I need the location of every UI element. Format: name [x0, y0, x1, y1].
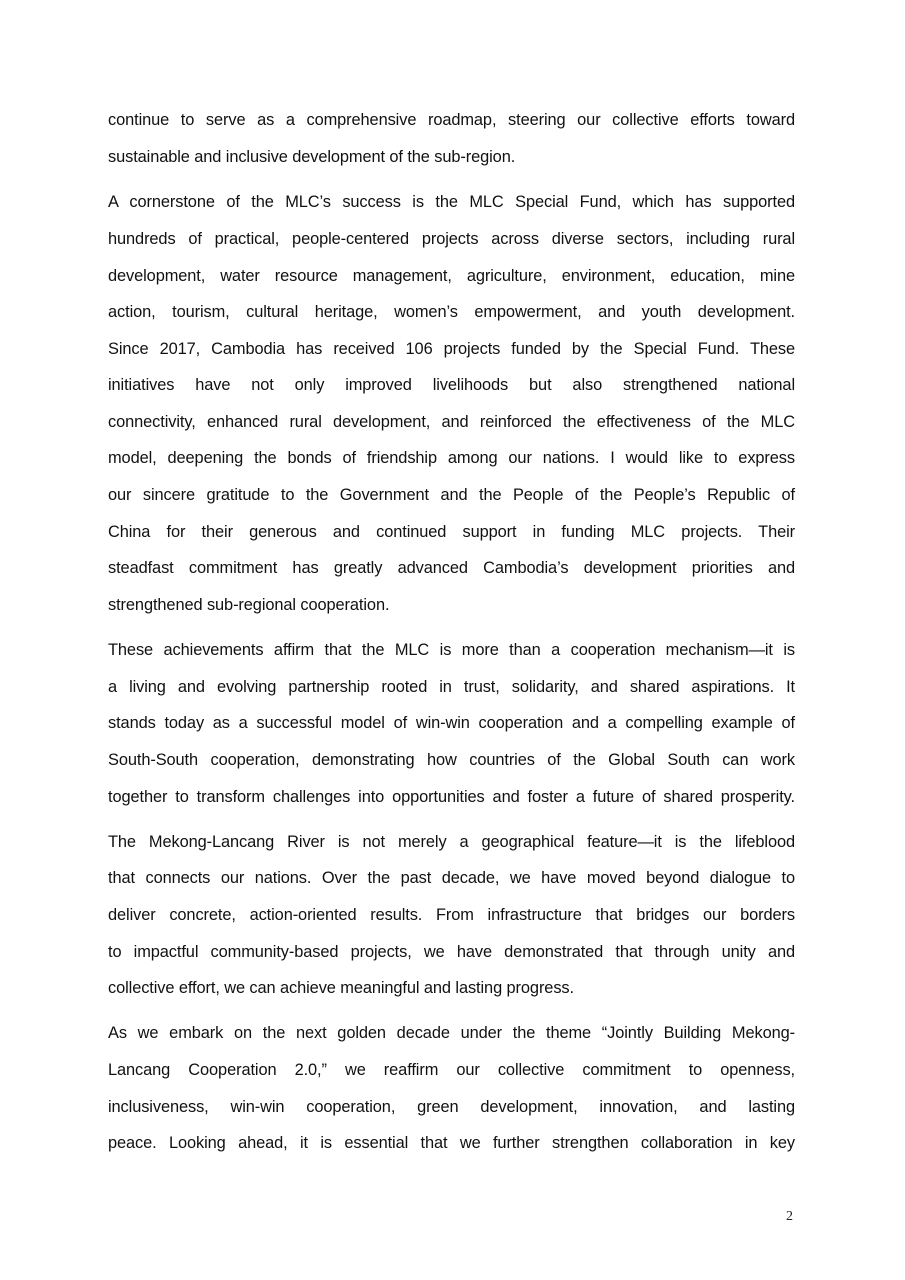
text-line: connectivity, enhanced rural development, and reinforced the effectiveness of the MLC	[108, 413, 795, 431]
text-line: initiatives have not only improved livelihoods but also strengthened national	[108, 376, 795, 394]
text-line: Lancang Cooperation 2.0,” we reaffirm our collective commitment to openness,	[108, 1061, 795, 1079]
text-line: The Mekong-Lancang River is not merely a geographical feature—it is the lifeblood	[108, 833, 795, 851]
text-line: hundreds of practical, people-centered projects across diverse sectors, including rural	[108, 230, 795, 248]
text-line: steadfast commitment has greatly advanced Cambodia’s development priorities and	[108, 559, 795, 577]
text-line: collective effort, we can achieve meaningful and lasting progress.	[108, 979, 574, 997]
text-line: continue to serve as a comprehensive roadmap, steering our collective efforts toward	[108, 111, 795, 129]
text-line: peace. Looking ahead, it is essential that we further strengthen collaboration in key	[108, 1134, 795, 1152]
text-line: stands today as a successful model of win-win cooperation and a compelling example of	[108, 714, 795, 732]
text-line: A cornerstone of the MLC’s success is the MLC Special Fund, which has supported	[108, 193, 795, 211]
text-line: model, deepening the bonds of friendship among our nations. I would like to express	[108, 449, 795, 467]
text-line: South-South cooperation, demonstrating how countries of the Global South can work	[108, 751, 795, 769]
text-line: our sincere gratitude to the Government and the People of the People’s Republic of	[108, 486, 795, 504]
text-line: deliver concrete, action-oriented results. From infrastructure that bridges our borders	[108, 906, 795, 924]
text-line: to impactful community-based projects, we have demonstrated that through unity and	[108, 943, 795, 961]
text-line: As we embark on the next golden decade under the theme “Jointly Building Mekong-	[108, 1024, 795, 1042]
page-number: 2	[786, 1209, 793, 1224]
text-line: a living and evolving partnership rooted in trust, solidarity, and shared aspirations. It	[108, 678, 795, 696]
text-line: that connects our nations. Over the past decade, we have moved beyond dialogue to	[108, 869, 795, 887]
text-line: Since 2017, Cambodia has received 106 projects funded by the Special Fund. These	[108, 340, 795, 358]
text-line: sustainable and inclusive development of the sub-region.	[108, 148, 516, 166]
text-line: China for their generous and continued support in funding MLC projects. Their	[108, 523, 795, 541]
text-line: These achievements affirm that the MLC is more than a cooperation mechanism—it is	[108, 641, 795, 659]
text-line: development, water resource management, agriculture, environment, education, mine	[108, 267, 795, 285]
text-line: strengthened sub-regional cooperation.	[108, 596, 390, 614]
text-line: together to transform challenges into opportunities and foster a future of shared prosperity.	[108, 788, 795, 806]
text-line: action, tourism, cultural heritage, women’s empowerment, and youth development.	[108, 303, 795, 321]
text-line: inclusiveness, win-win cooperation, green development, innovation, and lasting	[108, 1098, 795, 1116]
